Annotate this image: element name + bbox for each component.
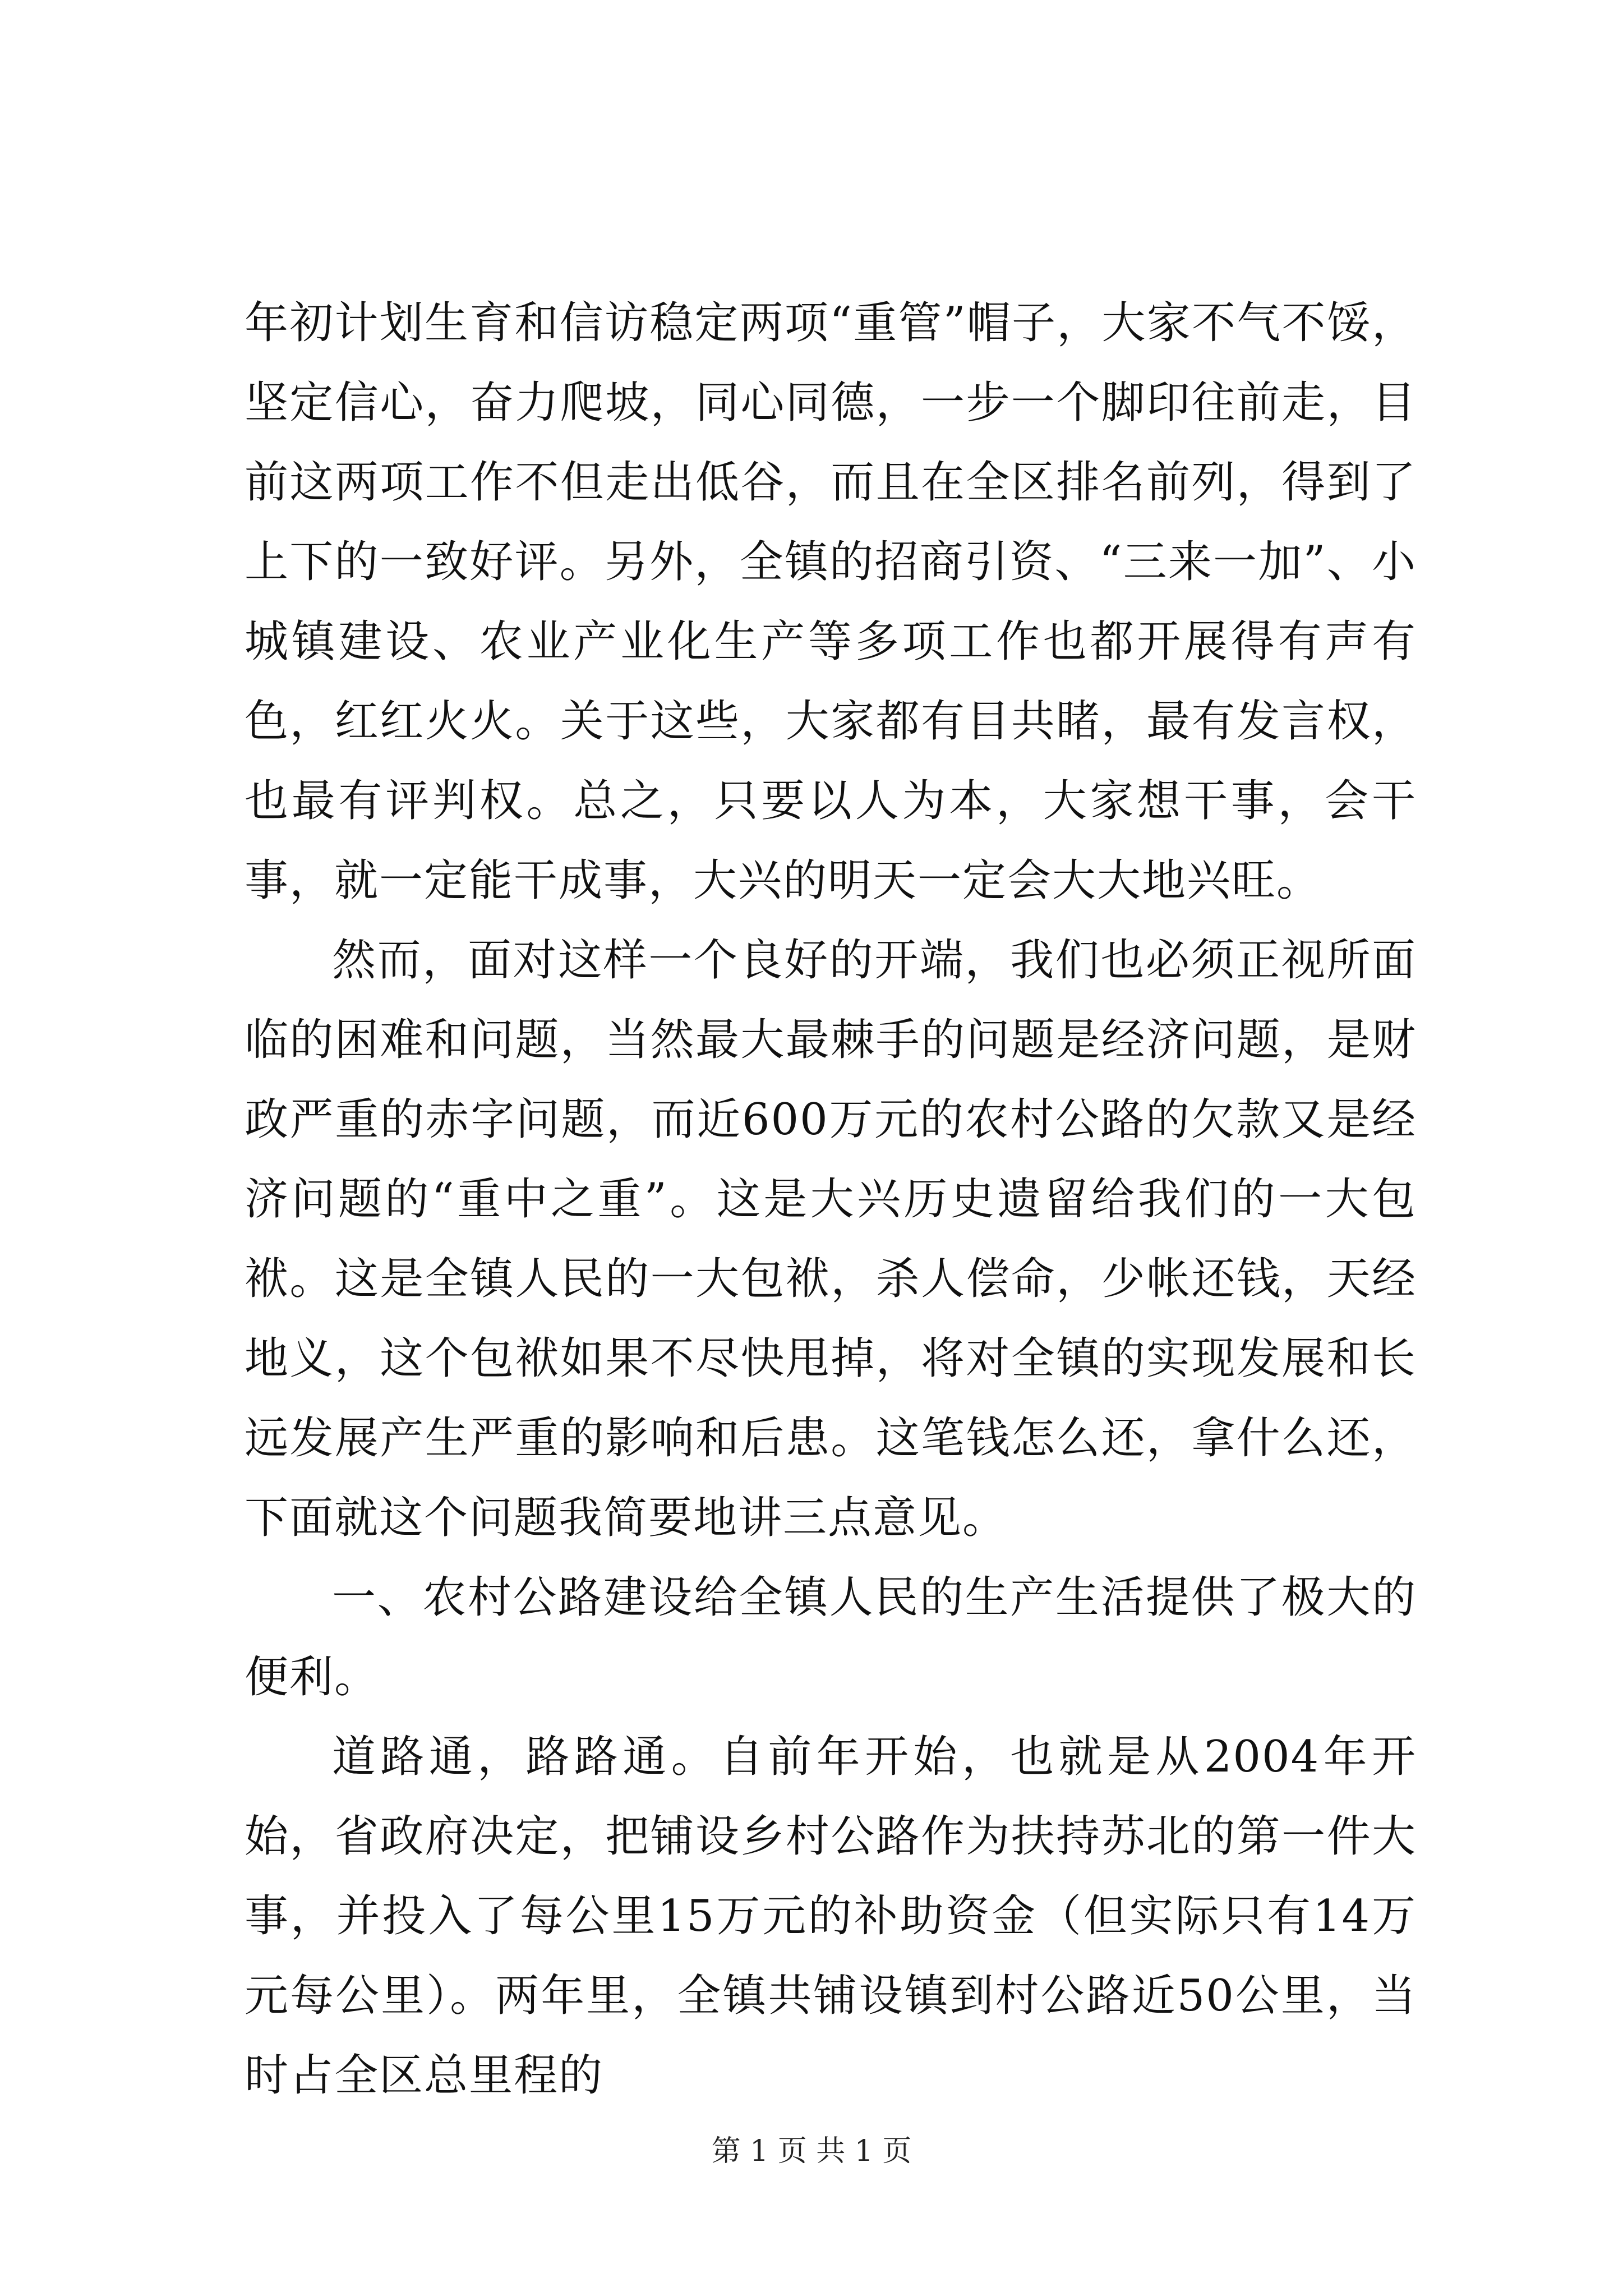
paragraph-2: 然而，面对这样一个良好的开端，我们也必须正视所面临的困难和问题，当然最大最棘手的问题是经济问题，是财政严重的赤字问题，而近600万元的农村公路的欠款又是经济问题的“重中之重”。这是大兴历史遗留给我们的一大包袱。这是全镇人民的一大包袱，杀人偿命，少帐还钱，天经地义，这个包袱如果不尽快甩掉，将对全镇的实现发展和长远发展产生严重的影响和后患。这笔钱怎么还，拿什么还，下面就这个问题我简要地讲三点意见。 (245, 935, 1417, 1543)
page-number-label: 第 1 页 共 1 页 (711, 2134, 912, 2168)
document-body (245, 283, 1417, 2115)
paragraph-4: 道路通，路路通。自前年开始，也就是从2004年开始，省政府决定，把铺设乡村公路作为扶持苏北的第一件大事，并投入了每公里15万元的补助资金（但实际只有14万元每公里）。两年里，全镇共铺设镇到村公路近50公里，当时占全区总里程的 (245, 1732, 1417, 2101)
paragraph-3-heading: 一、农村公路建设给全镇人民的生产生活提供了极大的便利。 (245, 1572, 1417, 1703)
page-footer (0, 2132, 1623, 2171)
paragraph-1: 年初计划生育和信访稳定两项“重管”帽子，大家不气不馁，坚定信心，奋力爬坡，同心同德，一步一个脚印往前走，目前这两项工作不但走出低谷，而且在全区排名前列，得到了上下的一致好评。另外，全镇的招商引资、“三来一加”、小城镇建设、农业产业化生产等多项工作也都开展得有声有色，红红火火。关于这些，大家都有目共睹，最有发言权，也最有评判权。总之，只要以人为本，大家想干事，会干事，就一定能干成事，大兴的明天一定会大大地兴旺。 (245, 298, 1417, 906)
